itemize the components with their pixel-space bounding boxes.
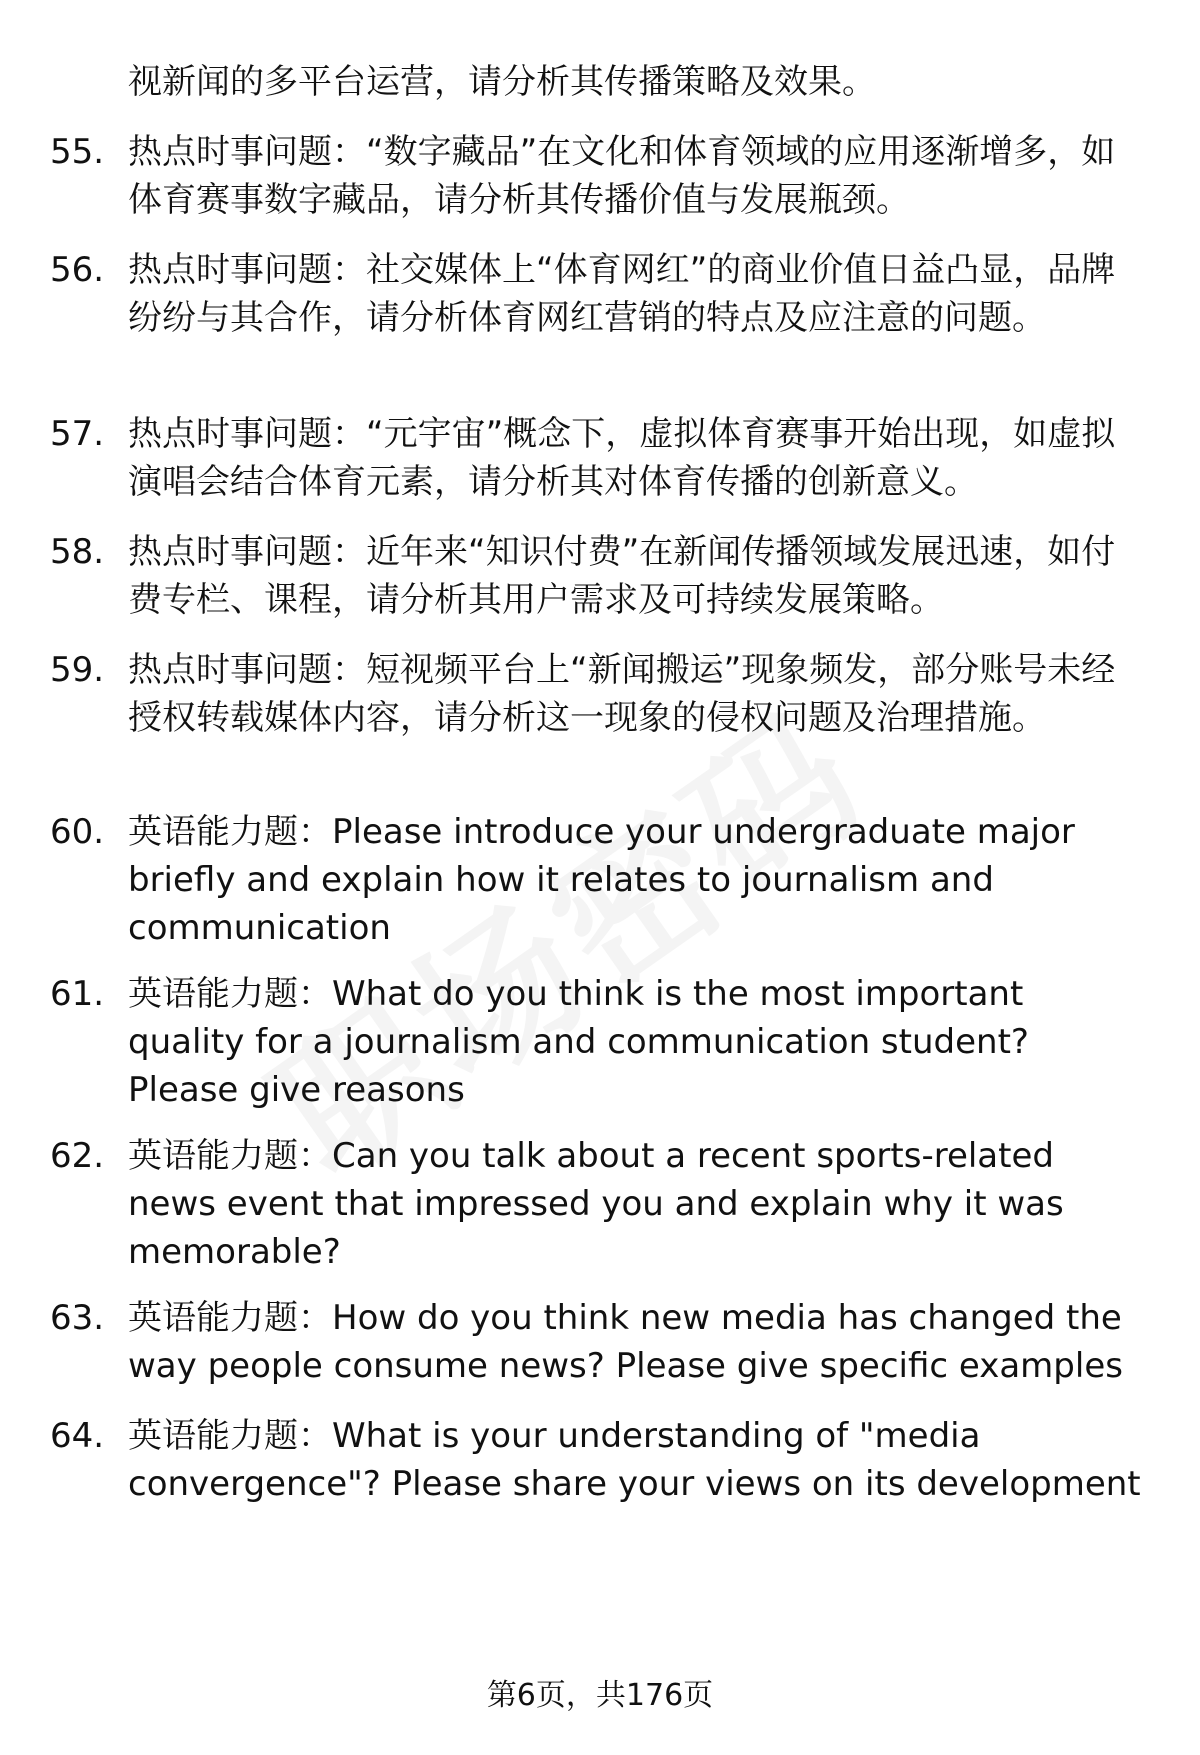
page-number-footer: 第6页，共176页 bbox=[486, 1678, 714, 1713]
question-text: 热点时事问题：短视频平台上“新闻搬运”现象频发，部分账号未经授权转载媒体内容，请分析这一现象的侵权问题及治理措施。 bbox=[128, 650, 1116, 738]
question-text: 热点时事问题：“元宇宙”概念下，虚拟体育赛事开始出现，如虚拟演唱会结合体育元素，请分析其对体育传播的创新意义。 bbox=[128, 414, 1116, 502]
question-item bbox=[50, 1132, 1160, 1276]
question-item bbox=[50, 808, 1160, 952]
question-number: 61. bbox=[50, 974, 105, 1014]
question-number: 59. bbox=[50, 650, 105, 690]
question-item bbox=[50, 410, 1160, 506]
question-item bbox=[50, 528, 1160, 624]
question-number: 64. bbox=[50, 1416, 105, 1456]
question-number: 63. bbox=[50, 1298, 105, 1338]
question-text: 英语能力题：What do you think is the most important quality for a journalism and communication student? Please give reasons bbox=[128, 974, 1029, 1110]
question-item bbox=[50, 970, 1160, 1114]
question-number: 56. bbox=[50, 250, 105, 290]
question-text: 英语能力题：How do you think new media has changed the way people consume news? Please give specific examples bbox=[128, 1298, 1123, 1386]
question-item bbox=[50, 1294, 1160, 1390]
question-text: 热点时事问题：社交媒体上“体育网红”的商业价值日益凸显，品牌纷纷与其合作，请分析体育网红营销的特点及应注意的问题。 bbox=[128, 250, 1116, 338]
question-item bbox=[50, 646, 1160, 742]
question-text: 热点时事问题：近年来“知识付费”在新闻传播领域发展迅速，如付费专栏、课程，请分析其用户需求及可持续发展策略。 bbox=[128, 532, 1116, 620]
question-item bbox=[50, 246, 1160, 342]
question-number: 55. bbox=[50, 132, 105, 172]
question-text: 英语能力题：Can you talk about a recent sports-related news event that impressed you and explain why it was memorable? bbox=[128, 1136, 1064, 1272]
question-number: 60. bbox=[50, 812, 105, 852]
question-text: 英语能力题：What is your understanding of "media convergence"? Please share your views on its development bbox=[128, 1416, 1141, 1504]
intro-paragraph: 视新闻的多平台运营，请分析其传播策略及效果。 bbox=[128, 62, 876, 102]
question-item bbox=[50, 1412, 1160, 1508]
question-text: 英语能力题：Please introduce your undergraduate major briefly and explain how it relates to journalism and communication bbox=[128, 812, 1075, 948]
question-text: 热点时事问题：“数字藏品”在文化和体育领域的应用逐渐增多，如体育赛事数字藏品，请分析其传播价值与发展瓶颈。 bbox=[128, 132, 1116, 220]
question-number: 62. bbox=[50, 1136, 105, 1176]
question-number: 57. bbox=[50, 414, 105, 454]
question-number: 58. bbox=[50, 532, 105, 572]
question-item bbox=[50, 128, 1160, 224]
